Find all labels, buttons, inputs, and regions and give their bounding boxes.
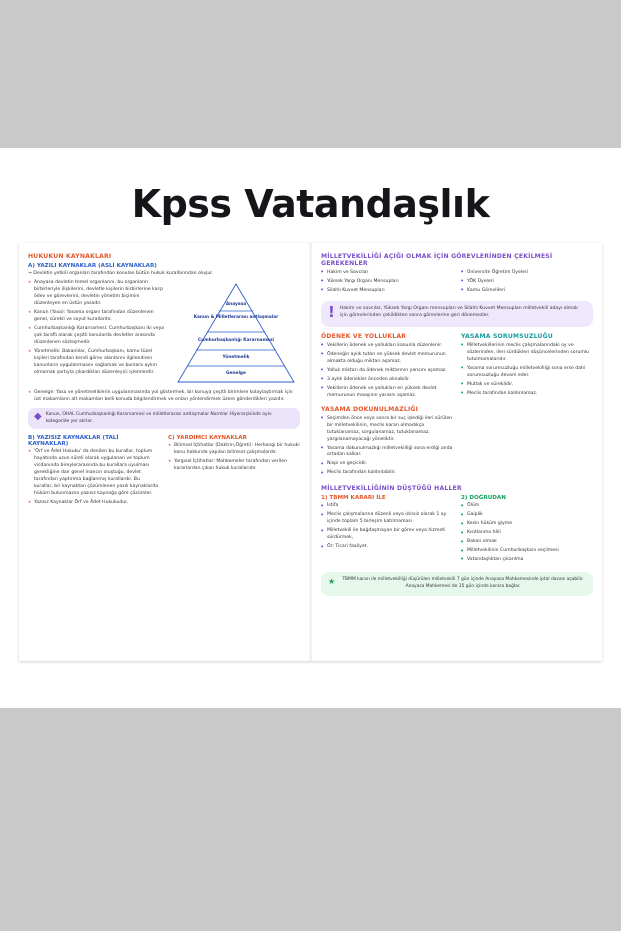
list-item: ● Kısıtlanma hâli: [461, 530, 593, 537]
section-b: [28, 435, 160, 509]
list-item: ★ 'Örf ve Âdet Hukuku' da denilen bu kurallar, toplum hayatında uzun süreli olarak uygulanan ve toplum vicdanında bireylerarasında bu kurallara uyulması gerekliğine dair genel inancın oluştuğu, devlet tarafından yaptırıma bağlanmış kurallardır. Bu kurallar, bir kaynaktan çözümlenen yazılı kaynaklarda hüküm bulunmazsa yazısız kaynağa göre çözümler.: [28, 449, 160, 498]
list-item: ● Vatandaşlıktan çıkarılma: [461, 557, 593, 564]
green-callout-text: TBMM kararı ile milletvekilliği düşürülen milletvekili 7 gün içinde Anayasa Mahkemesinde iptal davası açabilir. Anayasa Mahkemesi de 15 gün içinde karara bağlar.: [342, 577, 584, 589]
sorumsuzluk-list: [461, 343, 593, 398]
list-item: ● Nispi ve geçicidir.: [321, 461, 453, 468]
list-item: ● YÖK Üyeleri: [461, 279, 593, 286]
list-item: ★ Kanun (Yasa): Yasama organı tarafından düzenlenen genel, sürekli ve soyut kurallardır.: [28, 310, 166, 324]
list-item: ★ Genelge: Yasa ve yönetmeliklerin uygulanmasında yol göstermek, bir konuya çeşitli birimlere kolaylaştırmak için üst makamların alt makamları belli konuda bilgilendirmek ve onları yönlendirmek üzere gönderdikleri yazıdır.: [28, 390, 300, 404]
sorumsuzluk-heading: YASAMA SORUMSUZLUĞU: [461, 332, 553, 340]
left-header: HUKUKUN KAYNAKLARI: [28, 253, 112, 260]
resign-list-1: [321, 270, 453, 295]
pyramid-level-5: Genelge: [226, 370, 246, 376]
list-item: ● Silahlı Kuvvet Mensupları: [321, 288, 453, 295]
list-item: ● İstifa: [321, 503, 453, 510]
section-a-heading: A) YAZILI KAYNAKLAR (ASLİ KAYNAKLAR): [28, 263, 157, 269]
purple-callout: [28, 408, 300, 429]
list-item: ● Seçimden önce veya sonra bir suç işlediği ileri sürülen bir milletvekilinin, meclis kararı olmadıkça tutuklanamaz, sorgulanamaz, tutuklanamaz, yargılanamayacağı yöneliktir.: [321, 416, 453, 444]
left-page: [19, 243, 309, 661]
list-item: ● Meclis tarafından kaldırılamaz.: [461, 391, 593, 398]
genelge-note-list: [28, 390, 300, 404]
list-item: ★ Bilimsel İçtihatlar (Doktrin,Öğreti): Herhangi bir hukuki konu hakkında yapılan bilimsel çalışmalardır.: [168, 443, 300, 457]
list-item: ● 3 aylık ödenekler önceden alınabilir.: [321, 377, 453, 384]
callout-text: Kanun, OHAL Cumhurbaşkanlığı Kararnamesi ve milletlerarası antlaşmalar Normlar Hiyerarşisinde aynı kategoride yer alırlar.: [45, 411, 272, 424]
list-item: ● Üniversite Öğretim Üyeleri: [461, 270, 593, 277]
pyramid-level-2: Kanun & Milletlerarası antlaşmalar: [193, 314, 279, 320]
section-c-heading: C) YARDIMCI KAYNAKLAR: [168, 435, 247, 442]
list-item: ● Ör: Ticari faaliyet.: [321, 544, 453, 551]
star-icon: ★: [328, 577, 336, 587]
list-item: ★ Yargısal İçtihatlar: Mahkemeler tarafından verilen kararlardan çıkan hukuk kurallarıdır.: [168, 459, 300, 473]
list-item: ★ Anayasa devletin temel organlarını, bu organların birbirleriyle ilişkilerini, devletle kişilerin birbirlerine karşı ödev ve görevlerini, devletin yönetim biçimini düzenleyen en üstün yasadır.: [28, 280, 166, 308]
odenek-list: [321, 343, 453, 400]
list-item: ★ Yönetmelik: Bakanlılar, Cumhurbaşkanı, kamu tüzel kişileri tarafından kendi görev alanlarını ilgilendiren kanunların uygulanmasını sağlamak ve bunlara aykırı olmamak şartıyla çıkardıkları düzenleyici işlemlerdir.: [28, 349, 166, 377]
dokunulmazlik-heading: YASAMA DOKUNULMAZLIĞI: [321, 405, 419, 413]
exclamation-icon: !: [328, 302, 335, 321]
diamond-icon: ◆: [34, 410, 42, 422]
list-item: ● Gaiplik: [461, 512, 593, 519]
tbmm-karari-list: [321, 503, 453, 551]
list-item: ● Milletvekili ile bağdaşmayan bir görev veya hizmeti sürdürmek,: [321, 528, 453, 542]
right-header: MİLLETVEKİLLİĞİ AÇIĞI OLMAK İÇİN GÖREVLERİNDEN ÇEKİLMESİ GEREKENLER: [321, 253, 553, 267]
list-item: ● Vekillerin ödenek ve yollukları kanunla düzenlenir.: [321, 343, 453, 350]
green-callout: [321, 572, 593, 595]
notebook-spread: [19, 243, 602, 661]
list-item: ● Kamu Görevlileri: [461, 288, 593, 295]
list-item: ● Milletvekillerinin meclis çalışmalarındaki oy ve sözlerinden, ileri sürdükleri düşüncelerinden sorumlu tutulmamalarıdır.: [461, 343, 593, 364]
list-item: ● Yüksek Yargı Organı Mensupları: [321, 279, 453, 286]
resign-list-2: [461, 270, 593, 295]
dusen-heading: MİLLETVEKİLLİĞİNİN DÜŞTÜĞÜ HALLER: [321, 485, 462, 493]
dokunulmazlik-list: [321, 416, 453, 478]
section-a-intro: → Devletin yetkili organları tarafından konulan bütün hukuk kurallarından oluşur.: [28, 271, 214, 276]
dogrudan-heading: 2) DOĞRUDAN: [461, 495, 506, 502]
list-item: ● Vekillerin ödenek ve yollukları en yüksek devlet memurunun maaşının yarısını aşamaz.: [321, 386, 453, 400]
section-b-heading: B) YAZISIZ KAYNAKLAR (TALİ KAYNAKLAR): [28, 435, 119, 448]
list-item: ★ Yazısız Kaynaklar Örf ve Âdet Hukukudur.: [28, 500, 160, 507]
list-item: ● Kesin hüküm giyme: [461, 521, 593, 528]
list-item: ● Hakim ve Savcılar: [321, 270, 453, 277]
right-page: [312, 243, 602, 661]
list-item: ● Milletvekilinin Cumhurbaşkanı seçilmesi: [461, 548, 593, 555]
page-title: Kpss Vatandaşlık: [131, 182, 490, 226]
norms-hierarchy-pyramid: [176, 282, 296, 386]
list-item: ● Ölüm: [461, 503, 593, 510]
pyramid-level-3: Cumhurbaşkanlığı Kararnamesi: [197, 337, 274, 343]
warning-text: Hakim ve savcılar, Yüksek Yargı Organı mensupları ve Silahlı Kuvvet Mensupları milletvekili adayı olmak için görevlerinden çekildikten sonra görevlerine geri dönemezler.: [339, 305, 578, 318]
list-item: ● Mutlak ve süreklidir.: [461, 382, 593, 389]
warning-callout: [321, 301, 593, 327]
list-item: ● Bakan olmak: [461, 539, 593, 546]
odenek-heading: ÖDENEK VE YOLLUKLAR: [321, 332, 407, 340]
section-c: [168, 435, 300, 509]
list-item: ● Ödeneğin aylık tutarı en yüksek devlet memurunun almakta olduğu miktarı aşamaz.: [321, 352, 453, 366]
tbmm-karari-heading: 1) TBMM KARARI İLE: [321, 495, 386, 502]
list-item: ● Yasama sorumsuzluğu milletvekilliği sona erse dahi sorumsuzluğu devam eder.: [461, 366, 593, 380]
pyramid-level-4: Yönetmelik: [222, 354, 250, 360]
list-item: ● Meclis tarafından kaldırılabilir.: [321, 470, 453, 477]
section-a-list: [28, 280, 166, 377]
list-item: ● Yasama dokunulmazlığı milletvekilliği sona erdiği anda ortadan kalkar.: [321, 446, 453, 460]
list-item: ● Yolluk miktarı da ödenek miktarının yarısını aşamaz.: [321, 368, 453, 375]
dogrudan-list: [461, 503, 593, 564]
list-item: ● Meclis çalışmalarına düzenli veya izinsiz olarak 1 ay içinde toplam 5 birleşim katılmaması: [321, 512, 453, 526]
list-item: ★ Cumhurbaşkanlığı Kararnamesi: Cumhurbaşkanı iki veya çok taraflı olarak çeşitli konularda devletler arasında düzenlenen sözleşmedir.: [28, 326, 166, 347]
pyramid-level-1: Anayasa: [225, 301, 247, 307]
